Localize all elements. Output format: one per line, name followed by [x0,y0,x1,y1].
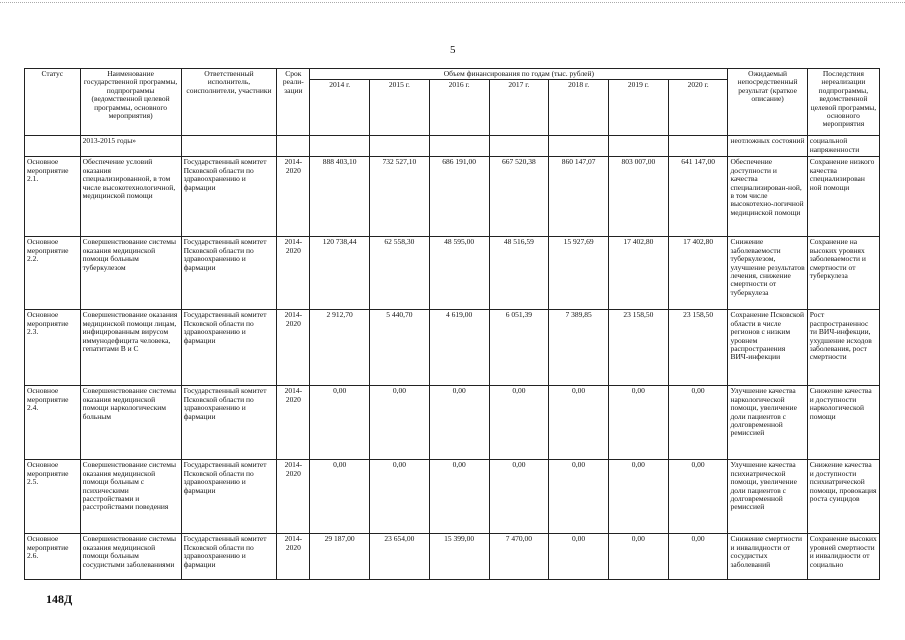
row-status: Основное мероприятие 2.5. [25,460,81,534]
row-value: 5 440,70 [370,310,430,386]
row-status: Основное мероприятие 2.4. [25,386,81,460]
header-name: Наименование государственной программы, подпрограммы (ведомственной целевой программы, основного мероприятия) [80,69,181,136]
row-result: Снижение заболеваемости туберкулезом, улучшение результатов лечения, снижение смертности от туберкулеза [728,237,807,310]
table-row [25,237,880,310]
table-row [25,157,880,237]
row-value: 6 051,39 [489,310,549,386]
row-value: 0,00 [370,386,430,460]
row-value: 15 399,00 [429,534,489,580]
row-period: 2014-2020 [277,157,310,237]
header-year: 2019 г. [608,80,668,136]
row-value: 888 403,10 [310,157,370,237]
row-name: Совершенствование системы оказания медицинской помощи больным сосудистыми заболеваниями [80,534,181,580]
row-consequence: Сохранение низкого качества специализирован ной помощи [807,157,879,237]
continuation-consequence: социальной напряженности [807,136,879,157]
row-value: 2 912,70 [310,310,370,386]
row-result: Улучшение качества психиатрической помощи, увеличение доли пациентов с долговременной ремиссией [728,460,807,534]
row-executor: Государственный комитет Псковской области по здравоохранению и фармации [181,157,277,237]
row-result: Обеспечение доступности и качества специализирован-ной, в том числе высокотехно-логичной медицинской помощи [728,157,807,237]
row-value: 23 654,00 [370,534,430,580]
header-funding: Объем финансирования по годам (тыс. рублей) [310,69,728,80]
archive-stamp: 148Д [46,592,73,606]
row-value: 23 158,50 [608,310,668,386]
row-value: 29 187,00 [310,534,370,580]
row-period: 2014-2020 [277,237,310,310]
row-value: 17 402,80 [668,237,728,310]
row-value: 641 147,00 [668,157,728,237]
row-value: 0,00 [429,386,489,460]
row-consequence: Снижение качества и доступности психиатрической помощи, провокация роста суицидов [807,460,879,534]
row-name: Совершенствование системы оказания медицинской помощи больным туберкулезом [80,237,181,310]
row-value: 667 520,38 [489,157,549,237]
row-value: 0,00 [608,460,668,534]
row-value: 0,00 [489,460,549,534]
row-executor: Государственный комитет Псковской области по здравоохранению и фармации [181,310,277,386]
row-value: 17 402,80 [608,237,668,310]
funding-table [24,68,880,580]
row-value: 0,00 [549,534,609,580]
row-period: 2014-2020 [277,386,310,460]
row-name: Обеспечение условий оказания специализированной, в том числе высокотехнологичной, медицинской помощи [80,157,181,237]
row-value: 0,00 [370,460,430,534]
row-executor: Государственный комитет Псковской области по здравоохранению и фармации [181,237,277,310]
row-value: 4 619,00 [429,310,489,386]
row-value: 0,00 [668,386,728,460]
row-status: Основное мероприятие 2.3. [25,310,81,386]
row-value: 0,00 [429,460,489,534]
row-value: 686 191,00 [429,157,489,237]
header-period: Срок реали-зации [277,69,310,136]
row-value: 62 558,30 [370,237,430,310]
row-executor: Государственный комитет Псковской области по здравоохранению и фармации [181,386,277,460]
header-status: Статус [25,69,81,136]
header-year: 2015 г. [370,80,430,136]
row-result: Улучшение качества наркологической помощи, увеличение доли пациентов с долговременной ремиссией [728,386,807,460]
row-name: Совершенствование оказания медицинской помощи лицам, инфицированным вирусом иммунодефицита человека, гепатитами В и С [80,310,181,386]
row-status: Основное мероприятие 2.1. [25,157,81,237]
row-value: 7 389,85 [549,310,609,386]
header-result: Ожидаемый непосредственный результат (краткое описание) [728,69,807,136]
row-value: 48 595,00 [429,237,489,310]
row-consequence: Сохранение высоких уровней смертности и инвалидности от социально [807,534,879,580]
row-status: Основное мероприятие 2.2. [25,237,81,310]
header-year: 2020 г. [668,80,728,136]
row-value: 0,00 [608,534,668,580]
header-consequence: Последствия нереализации подпрограммы, ведомственной целевой программы, основного мероприятия [807,69,879,136]
row-period: 2014-2020 [277,460,310,534]
row-name: Совершенствование системы оказания медицинской помощи наркологическим больным [80,386,181,460]
row-value: 0,00 [489,386,549,460]
header-year: 2018 г. [549,80,609,136]
continuation-name: 2013-2015 годы» [80,136,181,157]
row-period: 2014-2020 [277,534,310,580]
row-value: 0,00 [668,460,728,534]
row-executor: Государственный комитет Псковской области по здравоохранению и фармации [181,534,277,580]
table-row [25,460,880,534]
row-value: 0,00 [549,460,609,534]
header-year: 2014 г. [310,80,370,136]
table-row [25,534,880,580]
row-value: 0,00 [549,386,609,460]
row-status: Основное мероприятие 2.6. [25,534,81,580]
row-value: 23 158,50 [668,310,728,386]
row-value: 732 527,10 [370,157,430,237]
continuation-row [25,136,880,157]
row-value: 803 007,00 [608,157,668,237]
row-value: 0,00 [310,460,370,534]
header-executor: Ответственный исполнитель, соисполнители, участники [181,69,277,136]
page-number: 5 [450,44,456,56]
continuation-result: неотложных состояний [728,136,807,157]
row-consequence: Сохранение на высоких уровнях заболеваемости и смертности от туберкулеза [807,237,879,310]
row-period: 2014-2020 [277,310,310,386]
header-year: 2017 г. [489,80,549,136]
table-row [25,386,880,460]
row-value: 0,00 [310,386,370,460]
row-result: Снижение смертности и инвалидности от сосудистых заболеваний [728,534,807,580]
header-year: 2016 г. [429,80,489,136]
row-consequence: Снижение качества и доступности наркологической помощи [807,386,879,460]
row-name: Совершенствование системы оказания медицинской помощи больным с психическими расстройствами и расстройствами поведения [80,460,181,534]
row-value: 120 738,44 [310,237,370,310]
scan-edge-line [0,2,905,3]
table-row [25,310,880,386]
row-consequence: Рост распространеннос ти ВИЧ-инфекции, ухудшение исходов заболевания, рост смертности [807,310,879,386]
row-value: 0,00 [608,386,668,460]
row-value: 860 147,07 [549,157,609,237]
row-result: Сохранение Псковской области в числе регионов с низким уровнем распространения ВИЧ-инфекции [728,310,807,386]
row-value: 48 516,59 [489,237,549,310]
row-value: 15 927,69 [549,237,609,310]
row-executor: Государственный комитет Псковской области по здравоохранению и фармации [181,460,277,534]
row-value: 7 470,00 [489,534,549,580]
row-value: 0,00 [668,534,728,580]
